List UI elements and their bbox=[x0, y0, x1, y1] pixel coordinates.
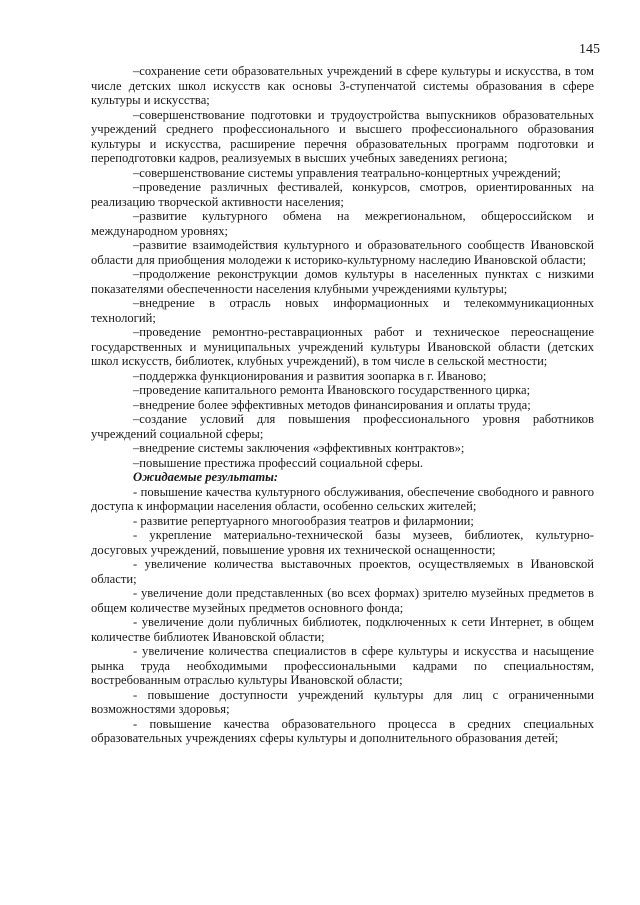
list-item: –развитие взаимодействия культурного и образовательного сообществ Ивановской области для приобщения молодежи к историко-культурному наследию Ивановской области; bbox=[91, 238, 594, 267]
result-item: - развитие репертуарного многообразия театров и филармонии; bbox=[133, 513, 474, 528]
result-item: - укрепление материально-технической базы музеев, библиотек, культурно-досуговых учреждений, повышение уровня их технической оснащенности; bbox=[91, 528, 594, 557]
list-item: –продолжение реконструкции домов культуры в населенных пунктах с низкими показателями обеспеченности населения клубными учреждениями культуры; bbox=[91, 267, 594, 296]
document-body bbox=[91, 64, 594, 746]
result-item: - увеличение доли представленных (во всех формах) зрителю музейных предметов в общем количестве музейных предметов основного фонда; bbox=[91, 586, 594, 615]
list-item: –поддержка функционирования и развития зоопарка в г. Иваново; bbox=[133, 368, 487, 383]
list-item: –проведение различных фестивалей, конкурсов, смотров, ориентированных на реализацию творческой активности населения; bbox=[91, 180, 594, 209]
list-item: –проведение капитального ремонта Ивановского государственного цирка; bbox=[133, 383, 531, 397]
result-item: - повышение качества образовательного процесса в средних специальных образовательных учреждениях сферы культуры и дополнительного образования детей; bbox=[91, 716, 594, 745]
list-item: –внедрение системы заключения «эффективных контрактов»; bbox=[133, 441, 465, 455]
list-item: –совершенствование подготовки и трудоустройства выпускников образовательных учреждений среднего профессионального и высшего профессионального образования культуры и искусства, расширение перечня образовательных программ подготовки и переподготовки кадров, реализуемых в высших учебных заведениях региона; bbox=[91, 107, 594, 165]
result-item: - повышение доступности учреждений культуры для лиц с ограниченными возможностями здоровья; bbox=[91, 687, 594, 716]
list-item: –проведение ремонтно-реставрационных работ и техническое переоснащение государственных и муниципальных учреждений культуры Ивановской области (детских школ искусств, библиотек, клубных учреждений), в том числе в сельской местности; bbox=[91, 325, 594, 368]
list-item: –совершенствование системы управления театрально-концертных учреждений; bbox=[133, 165, 561, 180]
results-heading: Ожидаемые результаты: bbox=[133, 470, 279, 484]
result-item: - увеличение количества специалистов в сфере культуры и искусства и насыщение рынка труда необходимыми профессиональными кадрами по специальностям, востребованным отраслью культуры Ивановской области; bbox=[91, 644, 594, 687]
list-item: –сохранение сети образовательных учреждений в сфере культуры и искусства, в том числе детских школ искусств как основы 3-ступенчатой системы образования в сфере культуры и искусства; bbox=[91, 64, 594, 107]
result-item: - увеличение доли публичных библиотек, подключенных к сети Интернет, в общем количестве библиотек Ивановской области; bbox=[91, 615, 594, 644]
list-item: –повышение престижа профессий социальной сферы. bbox=[133, 455, 424, 470]
result-item: - увеличение количества выставочных проектов, осуществляемых в Ивановской области; bbox=[91, 557, 594, 586]
list-item: –создание условий для повышения профессионального уровня работников учреждений социальной сферы; bbox=[91, 412, 594, 441]
list-item: –развитие культурного обмена на межрегиональном, общероссийском и международном уровнях; bbox=[91, 209, 594, 238]
list-item: –внедрение более эффективных методов финансирования и оплаты труда; bbox=[133, 397, 531, 412]
page-number: 145 bbox=[579, 42, 600, 57]
list-item: –внедрение в отрасль новых информационных и телекоммуникационных технологий; bbox=[91, 296, 594, 325]
result-item: - повышение качества культурного обслуживания, обеспечение свободного и равного доступа к информации населения области, особенно сельских жителей; bbox=[91, 484, 594, 513]
